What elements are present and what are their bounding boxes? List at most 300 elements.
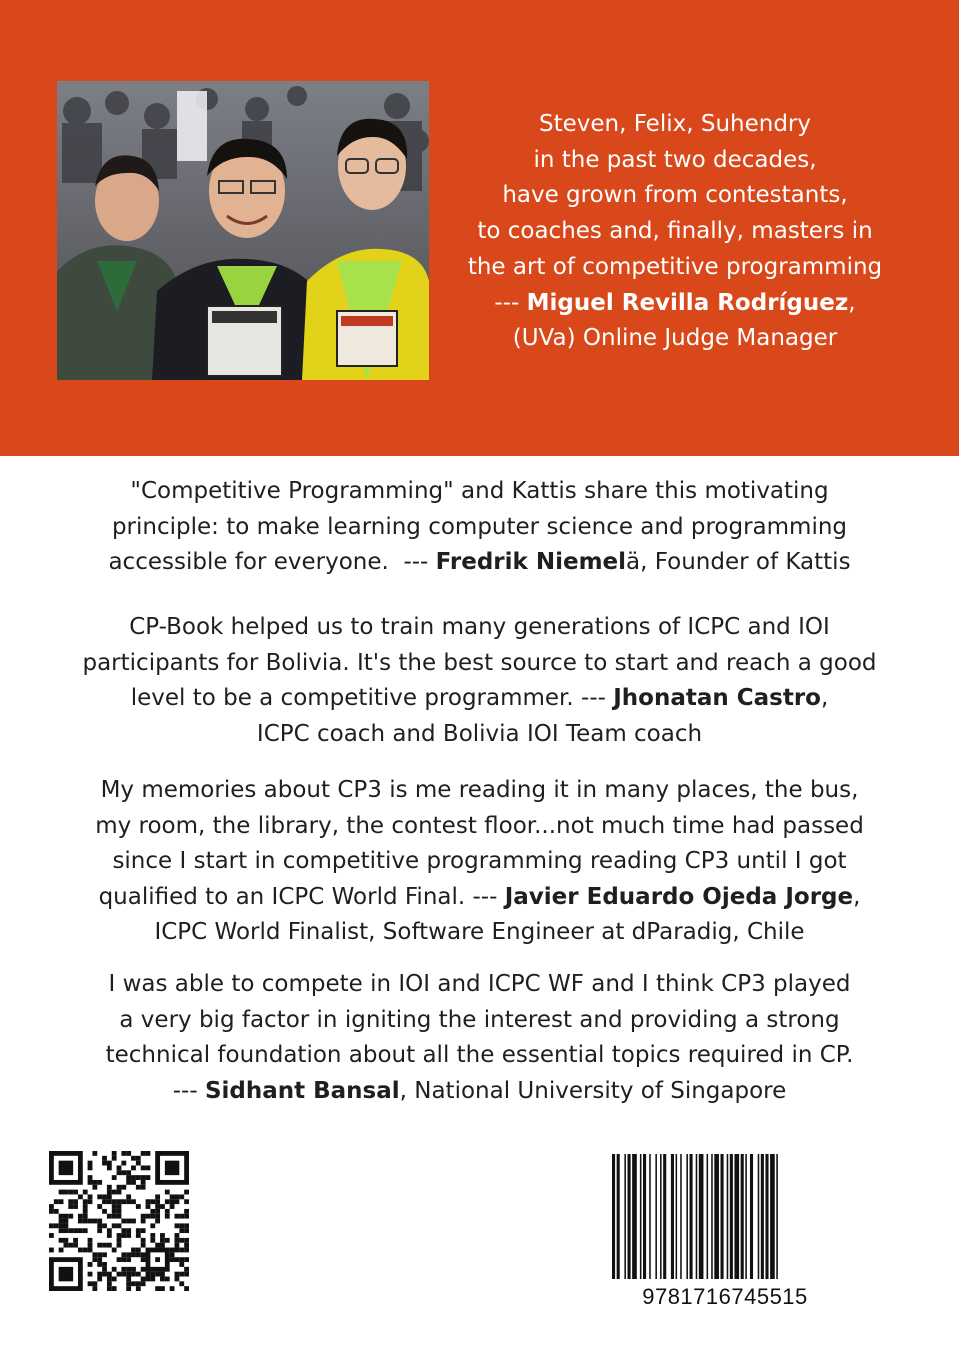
attribution-prefix: --- [494,289,527,316]
qr-module [179,1281,184,1286]
qr-module [165,1209,170,1214]
testimonial-line: CP-Book helped us to train many generations of ICPC and IOI [129,614,830,640]
qr-module [54,1199,59,1204]
qr-module [175,1214,180,1219]
qr-module [78,1248,83,1253]
qr-module [121,1199,126,1204]
qr-module [155,1257,160,1262]
qr-module [136,1185,141,1190]
qr-module [63,1243,68,1248]
testimonial-author: Fredrik Niemel [435,549,627,575]
qr-module [150,1223,155,1228]
qr-module [155,1204,160,1209]
qr-module [136,1252,141,1257]
qr-module [126,1151,131,1156]
qr-module [170,1257,175,1262]
qr-module [102,1272,107,1277]
qr-code-icon [49,1151,189,1291]
qr-module [184,1286,189,1291]
qr-module [102,1161,107,1166]
qr-module [73,1204,78,1209]
qr-module [184,1199,189,1204]
qr-module [136,1248,141,1253]
testimonial-line: "Competitive Programming" and Kattis share this motivating [130,478,829,504]
qr-module [102,1243,107,1248]
qr-module [184,1267,189,1272]
barcode-bar [741,1154,744,1279]
qr-module [146,1272,151,1277]
qr-module [88,1199,93,1204]
quote-line: have grown from contestants, [502,182,848,209]
testimonial-role: ICPC World Finalist, Software Engineer at dParadig, Chile [154,919,805,945]
barcode-bar [765,1154,768,1279]
quote-author-role: (UVa) Online Judge Manager [512,325,838,352]
qr-module [175,1233,180,1238]
qr-module [155,1199,160,1204]
qr-module [97,1194,102,1199]
qr-module [97,1228,102,1233]
qr-module [112,1286,117,1291]
qr-module [165,1161,179,1175]
qr-module [68,1214,73,1219]
qr-module [165,1277,170,1282]
qr-module [88,1262,93,1267]
qr-module [107,1243,112,1248]
qr-module [155,1209,160,1214]
qr-module [107,1199,112,1204]
testimonial-role: , National University of Singapore [399,1077,787,1104]
qr-module [117,1204,122,1209]
testimonial-line-end: qualified to an ICPC World Final. --- [98,883,505,910]
qr-module [102,1209,107,1214]
qr-module [141,1175,146,1180]
testimonial-line: I was able to compete in IOI and ICPC WF and I think CP3 played [108,971,851,997]
barcode-bar [663,1154,666,1279]
qr-module [59,1223,64,1228]
barcode-bar [714,1154,719,1279]
qr-module [83,1199,88,1204]
qr-module [150,1233,155,1238]
qr-module [88,1180,93,1185]
qr-module [121,1272,126,1277]
qr-module [112,1223,117,1228]
qr-module [131,1199,136,1204]
qr-module [170,1248,175,1253]
barcode-icon [612,1154,838,1279]
qr-module [150,1199,155,1204]
barcode-bar [758,1154,760,1279]
testimonial-line: my room, the library, the contest floor...not much time had passed [95,812,864,839]
qr-module [141,1151,146,1156]
qr-module [146,1199,151,1204]
qr-module [136,1286,141,1291]
qr-module [179,1248,184,1253]
qr-module [155,1214,160,1219]
qr-module [59,1161,73,1175]
qr-module [107,1214,112,1219]
qr-module [121,1257,126,1262]
testimonial-author: Sidhant Bansal [204,1077,400,1104]
qr-module [88,1161,93,1166]
qr-module [179,1214,184,1219]
barcode-bar [617,1154,620,1279]
qr-module [73,1243,78,1248]
qr-module [175,1277,180,1282]
testimonial-line-end: level to be a competitive programmer. --- [130,685,614,711]
qr-module [88,1238,93,1243]
qr-module [150,1238,155,1243]
barcode-bar [624,1154,626,1279]
qr-module [117,1243,122,1248]
qr-module [59,1190,64,1195]
qr-module [88,1194,93,1199]
qr-module [136,1175,141,1180]
qr-module [136,1281,141,1286]
qr-module [136,1272,141,1277]
qr-module [121,1252,126,1257]
qr-module [175,1223,180,1228]
qr-module [160,1243,165,1248]
testimonial-attribution [30,545,929,581]
qr-module [112,1209,117,1214]
qr-module [126,1257,131,1262]
qr-module [184,1248,189,1253]
qr-module [117,1272,122,1277]
quote-author: Miguel Revilla Rodríguez [526,289,849,316]
qr-module [92,1219,97,1224]
qr-module [107,1228,112,1233]
qr-module [160,1272,165,1277]
qr-module [63,1219,68,1224]
qr-module [112,1267,117,1272]
qr-module [97,1272,102,1277]
qr-module [150,1272,155,1277]
qr-module [97,1257,102,1262]
qr-module [121,1170,126,1175]
qr-module [179,1223,184,1228]
qr-module [49,1223,54,1228]
qr-module [184,1214,189,1219]
barcode-bar [721,1154,724,1279]
qr-module [68,1243,73,1248]
qr-module [112,1175,117,1180]
barcode-bar [699,1154,704,1279]
qr-module [107,1165,112,1170]
qr-module [59,1199,64,1204]
qr-module [126,1194,131,1199]
qr-module [102,1267,107,1272]
testimonial-line: since I start in competitive programming reading CP3 until I got [112,848,847,874]
qr-module [117,1233,122,1238]
qr-module [184,1228,189,1233]
qr-module [88,1248,93,1253]
qr-module [175,1194,180,1199]
barcode-bar [696,1154,698,1279]
qr-module [121,1228,126,1233]
qr-module [102,1262,107,1267]
quote-line: in the past two decades, [533,146,817,173]
qr-module [184,1190,189,1195]
qr-module [92,1257,97,1262]
qr-module [92,1281,97,1286]
qr-module [131,1267,136,1272]
qr-module [88,1243,93,1248]
qr-module [121,1233,126,1238]
testimonial-attribution [30,880,929,916]
qr-module [73,1238,78,1243]
testimonial-role: ICPC coach and Bolivia IOI Team coach [256,720,703,747]
header-banner [0,0,959,456]
qr-module [112,1204,117,1209]
qr-module [175,1199,180,1204]
testimonial-line: My memories about CP3 is me reading it in many places, the bus, [100,777,859,803]
qr-module [126,1175,131,1180]
qr-module [83,1248,88,1253]
qr-module [131,1219,136,1224]
qr-module [179,1262,184,1267]
qr-module [88,1272,93,1277]
qr-module [146,1165,151,1170]
qr-module [92,1180,97,1185]
qr-module [141,1257,146,1262]
qr-module [83,1209,88,1214]
qr-module [126,1219,131,1224]
qr-module [179,1228,184,1233]
qr-module [121,1267,126,1272]
qr-module [175,1238,180,1243]
qr-module [170,1194,175,1199]
qr-module [170,1199,175,1204]
qr-module [92,1151,97,1156]
qr-module [136,1204,141,1209]
qr-module [121,1161,126,1166]
qr-module [112,1156,117,1161]
quote-line: to coaches and, finally, masters in [477,218,873,245]
qr-module [63,1223,68,1228]
qr-module [97,1219,102,1224]
barcode-bar [690,1154,693,1279]
qr-module [92,1185,97,1190]
qr-module [92,1286,97,1291]
qr-module [73,1199,78,1204]
testimonial-line: principle: to make learning computer science and programming [111,513,848,540]
qr-module [141,1180,146,1185]
qr-module [63,1214,68,1219]
qr-module [49,1248,54,1253]
qr-module [107,1281,112,1286]
qr-module [107,1190,112,1195]
qr-module [49,1209,54,1214]
qr-module [146,1214,151,1219]
qr-module [184,1209,189,1214]
qr-module [97,1204,102,1209]
qr-module [83,1204,88,1209]
qr-module [126,1170,131,1175]
qr-module [184,1238,189,1243]
qr-module [126,1267,131,1272]
qr-module [146,1277,151,1282]
barcode-bar [660,1154,662,1279]
testimonial-kattis [30,474,929,581]
qr-module [160,1286,165,1291]
barcode-bar [776,1154,778,1279]
qr-module [141,1238,146,1243]
qr-module [107,1185,112,1190]
qr-module [175,1272,180,1277]
group-photo [57,81,429,380]
qr-module [136,1233,141,1238]
qr-module [131,1165,136,1170]
testimonial-attribution [30,681,929,717]
testimonial-author: Jhonatan Castro [613,685,821,711]
testimonial-bolivia [30,610,929,752]
qr-module [117,1199,122,1204]
qr-module [165,1214,170,1219]
testimonial-line: participants for Bolivia. It's the best source to start and reach a good [82,649,877,676]
barcode-bar [632,1154,637,1279]
barcode-bar [612,1154,615,1279]
qr-module [126,1281,131,1286]
qr-module [73,1190,78,1195]
barcode-bar [671,1154,674,1279]
qr-module [131,1180,136,1185]
qr-module [88,1281,93,1286]
barcode-bar [649,1154,651,1279]
barcode-bar [727,1154,729,1279]
barcode-bar [643,1154,646,1279]
qr-module [131,1281,136,1286]
qr-module [179,1238,184,1243]
testimonial-attribution [30,1074,929,1110]
barcode-bar [680,1154,682,1279]
qr-module [78,1228,83,1233]
qr-module [126,1252,131,1257]
qr-module [107,1286,112,1291]
qr-module [141,1228,146,1233]
testimonial-chile [30,773,929,951]
qr-module [112,1190,117,1195]
isbn-number: 9781716745515 [642,1284,808,1309]
qr-module [126,1272,131,1277]
barcode-bar [734,1154,739,1279]
qr-module [141,1214,146,1219]
qr-module [165,1238,170,1243]
barcode-bar [686,1154,688,1279]
qr-module [59,1228,64,1233]
qr-module [184,1243,189,1248]
qr-module [59,1214,64,1219]
qr-module [83,1214,88,1219]
qr-module [97,1252,102,1257]
qr-module [141,1277,146,1282]
qr-module [68,1199,73,1204]
testimonial-line-end: accessible for everyone. --- [108,549,436,575]
qr-module [78,1219,83,1224]
qr-module [112,1277,117,1282]
qr-module [136,1161,141,1166]
qr-module [126,1199,131,1204]
qr-module [160,1238,165,1243]
testimonial-line: technical foundation about all the essential topics required in CP. [105,1042,854,1068]
qr-module [68,1190,73,1195]
testimonial-singapore [30,967,929,1109]
qr-module [160,1233,165,1238]
testimonial-role: ä, Founder of Kattis [626,549,851,575]
qr-module [146,1204,151,1209]
qr-module [83,1219,88,1224]
qr-module [112,1214,117,1219]
qr-module [155,1194,160,1199]
qr-module [179,1257,184,1262]
qr-module [102,1252,107,1257]
qr-module [184,1272,189,1277]
qr-module [131,1175,136,1180]
qr-module [54,1223,59,1228]
qr-module [131,1248,136,1253]
qr-module [49,1233,54,1238]
qr-module [97,1180,102,1185]
qr-module [117,1185,122,1190]
qr-module [141,1219,146,1224]
barcode-bar [676,1154,678,1279]
qr-module [107,1272,112,1277]
qr-module [102,1223,107,1228]
qr-module [117,1214,122,1219]
qr-module [175,1257,180,1262]
qr-module [121,1185,126,1190]
qr-module [141,1165,146,1170]
barcode-bar [761,1154,764,1279]
barcode-bar [750,1154,753,1279]
qr-module [59,1267,73,1281]
qr-module [141,1243,146,1248]
qr-module [126,1180,131,1185]
qr-module [83,1190,88,1195]
photo-illustration [57,81,429,380]
testimonial-line-end: --- [172,1077,205,1104]
qr-module [126,1286,131,1291]
qr-module [107,1233,112,1238]
qr-module [184,1223,189,1228]
qr-module [117,1257,122,1262]
barcode-bar [707,1154,709,1279]
qr-module [175,1243,180,1248]
author-suffix: , [848,289,856,316]
qr-module [141,1252,146,1257]
qr-module [97,1277,102,1282]
qr-module [136,1228,141,1233]
qr-module [88,1219,93,1224]
qr-module [97,1223,102,1228]
qr-module [107,1194,112,1199]
qr-module [54,1209,59,1214]
qr-module [170,1286,175,1291]
qr-module [179,1272,184,1277]
qr-module [170,1252,175,1257]
qr-module [78,1194,83,1199]
qr-module [102,1194,107,1199]
quote-line: Steven, Felix, Suhendry [538,111,811,137]
qr-module [73,1228,78,1233]
qr-module [97,1262,102,1267]
qr-module [63,1190,68,1195]
qr-module [160,1204,165,1209]
testimonial-line: a very big factor in igniting the interest and providing a strong [119,1006,840,1033]
qr-module [117,1209,122,1214]
qr-module [146,1175,151,1180]
qr-module [141,1185,146,1190]
qr-module [126,1233,131,1238]
